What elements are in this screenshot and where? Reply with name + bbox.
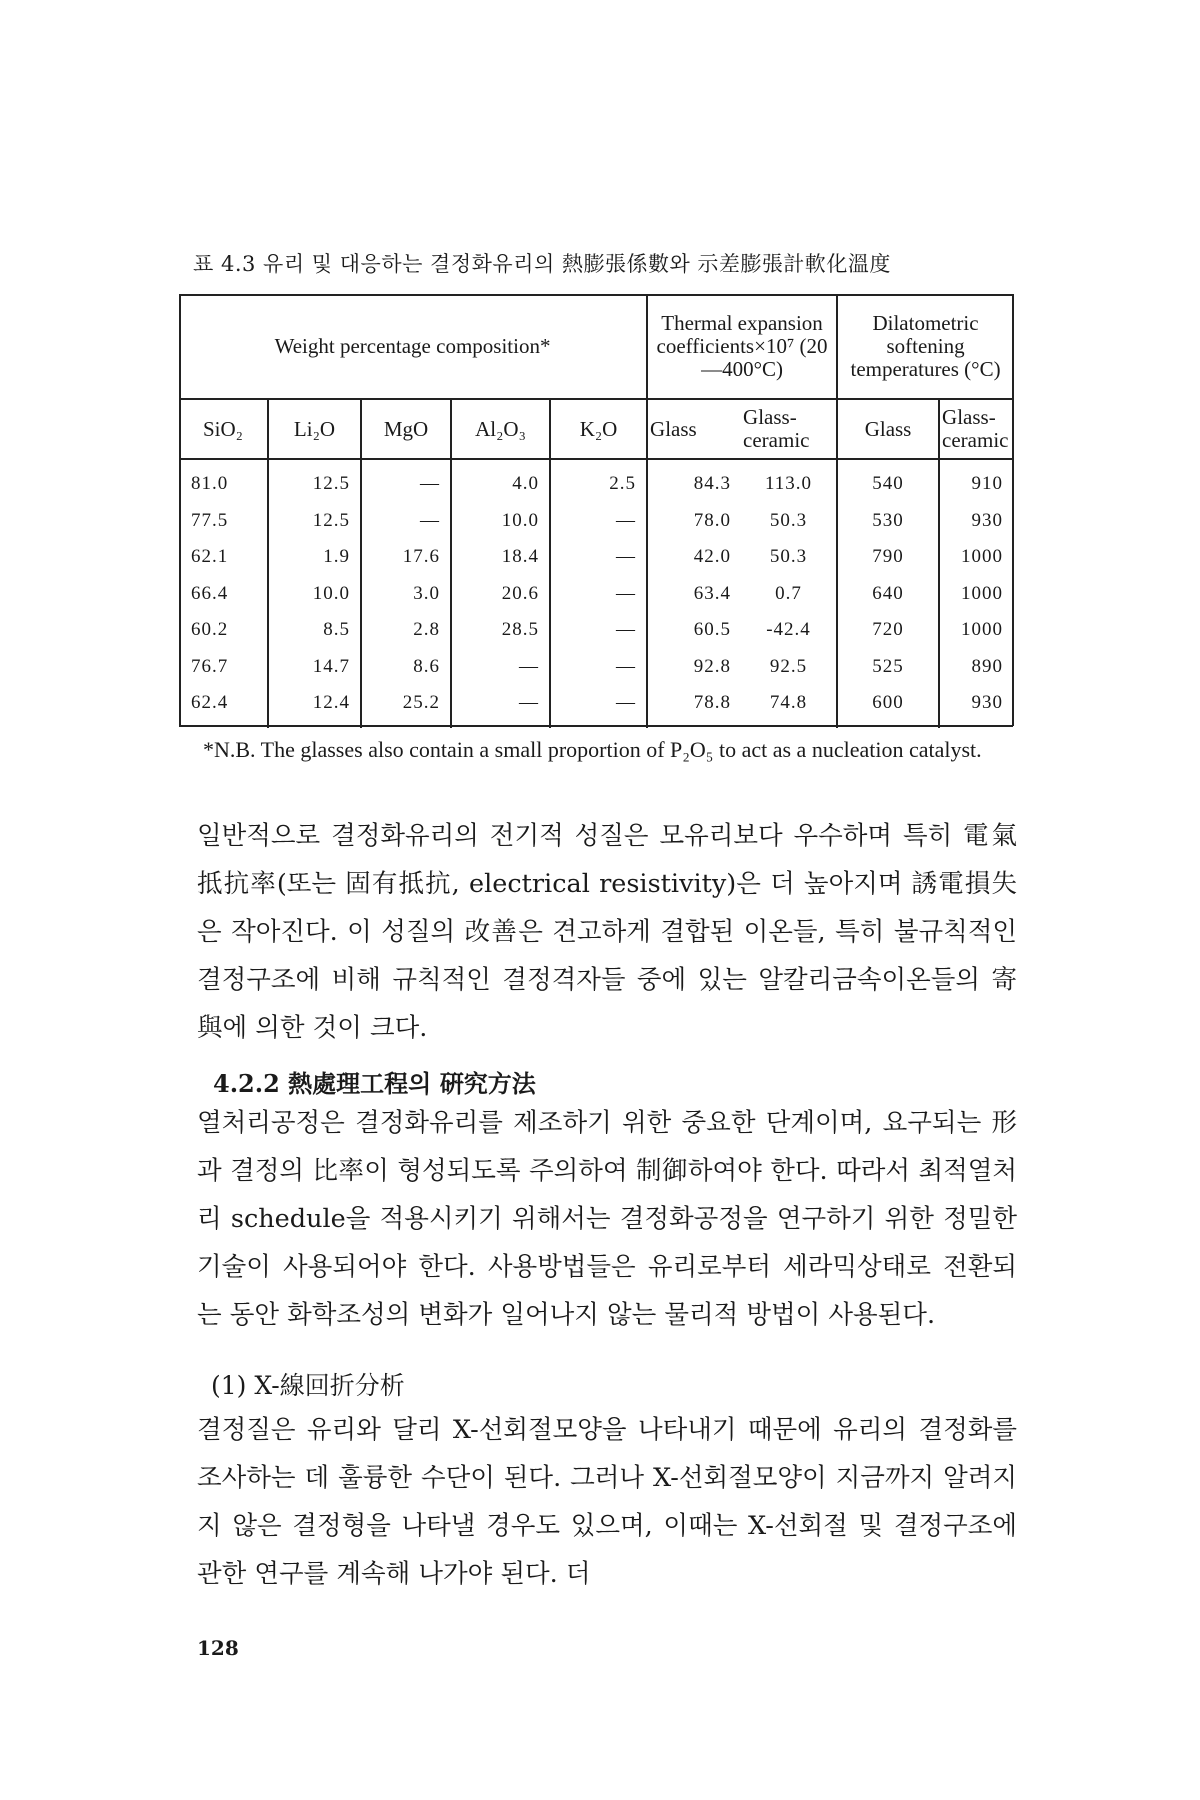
composition-group-header: Weight percentage composition* (179, 294, 647, 399)
table-cell: 78.8 (693, 692, 732, 714)
table-cell: — (550, 503, 647, 540)
table-cell: 10.0 (451, 503, 550, 540)
table-cell: 113.0 (741, 459, 837, 503)
section-heading: 4.2.2 熱處理工程의 硏究方法 (213, 1069, 536, 1098)
table-row (179, 685, 1013, 728)
table-cell: 2.8 (361, 612, 451, 649)
column-header: Al₂O₃ (451, 399, 550, 459)
table-cell: 0.7 (741, 576, 837, 613)
table-cell: 10.0 (268, 576, 361, 613)
page-number: 128 (197, 1636, 239, 1660)
table-cell: 60.5 (693, 619, 732, 641)
table-cell: 530 (837, 503, 939, 540)
table-cell: 84.3 (693, 473, 732, 495)
paragraph-xray-diffraction: 결정질은 유리와 달리 X-선회절모양을 나타내기 때문에 유리의 결정화를 조사하는 데 훌륭한 수단이 된다. 그러나 X-선회절모양이 지금까지 알려지지 않은 결정형을 나타낼 경우도 있으며, 이때는 X-선회절 및 결정구조에 관한 연구를 계속해 나가야 된다. 더 (197, 1415, 1017, 1589)
table-row (179, 459, 1013, 503)
table-cell: 1000 (961, 546, 1004, 568)
paragraph-electrical-properties: 일반적으로 결정화유리의 전기적 성질은 모유리보다 우수하며 특히 電氣抵抗率(또는 固有抵抗, electrical resistivity)은 더 높아지며 誘電損失은 작아진다. 이 성질의 改善은 견고하게 결합된 이온들, 특히 불규칙적인 결정구조에 비해 규칙적인 결정격자들 중에 있는 알칼리금속이온들의 寄與에 의한 것이 크다. (197, 821, 1017, 1043)
table-row (179, 503, 1013, 540)
table-cell: — (361, 503, 451, 540)
table-cell: 50.3 (741, 539, 837, 576)
table-cell: 1000 (961, 619, 1004, 641)
table-cell: 540 (837, 459, 939, 503)
table-cell: 77.5 (179, 503, 268, 540)
column-header: SiO₂ (179, 399, 268, 459)
table-cell: 1.9 (268, 539, 361, 576)
column-header: MgO (361, 399, 451, 459)
column-header: Glass-ceramic (939, 399, 1013, 459)
table-cell: 25.2 (361, 685, 451, 728)
table-cell: 890 (971, 655, 1004, 677)
table-cell: — (451, 649, 550, 686)
table-cell: 930 (971, 509, 1004, 531)
table-cell: 525 (837, 649, 939, 686)
table-cell: 17.6 (361, 539, 451, 576)
table-row (179, 539, 1013, 576)
table-cell: 81.0 (179, 459, 268, 503)
column-header: Glass (647, 399, 741, 459)
table-cell: 42.0 (693, 546, 732, 568)
table-row (179, 612, 1013, 649)
table-cell: 74.8 (741, 685, 837, 728)
table-bottom-rule (179, 725, 1013, 727)
table-cell: 8.6 (361, 649, 451, 686)
table-cell: -42.4 (741, 612, 837, 649)
column-header: Glass (837, 399, 939, 459)
table-cell: — (361, 459, 451, 503)
table-cell: 92.5 (741, 649, 837, 686)
table-cell: — (550, 612, 647, 649)
table-cell: 790 (837, 539, 939, 576)
subsection-heading: (1) X-線回折分析 (211, 1371, 405, 1400)
table-cell: 62.1 (179, 539, 268, 576)
table-caption: 표 4.3 유리 및 대응하는 결정화유리의 熱膨張係數와 示差膨張計軟化溫度 (193, 252, 891, 276)
table-cell: 600 (837, 685, 939, 728)
table-cell: 20.6 (451, 576, 550, 613)
table-cell: 720 (837, 612, 939, 649)
table-cell: 62.4 (179, 685, 268, 728)
table-cell: 4.0 (451, 459, 550, 503)
composition-table (179, 294, 1013, 728)
table-cell: 76.7 (179, 649, 268, 686)
table-cell: 14.7 (268, 649, 361, 686)
table-cell: — (550, 576, 647, 613)
table-cell: 78.0 (693, 509, 732, 531)
table-cell: — (550, 685, 647, 728)
table-cell: — (550, 539, 647, 576)
table-row (179, 649, 1013, 686)
table-cell: 8.5 (268, 612, 361, 649)
table-footnote: *N.B. The glasses also contain a small proportion of P₂O₅ to act as a nucleation catalyst. (203, 737, 982, 762)
table-cell: — (451, 685, 550, 728)
column-header: K₂O (550, 399, 647, 459)
table-cell: 2.5 (550, 459, 647, 503)
table-cell: — (550, 649, 647, 686)
table-cell: 12.4 (268, 685, 361, 728)
table-cell: 3.0 (361, 576, 451, 613)
table-cell: 50.3 (741, 503, 837, 540)
table-cell: 910 (971, 473, 1004, 495)
table-cell: 12.5 (268, 503, 361, 540)
dilatometric-group-header: Dilatometric softening temperatures (°C) (837, 294, 1013, 399)
table-cell: 18.4 (451, 539, 550, 576)
table-row (179, 576, 1013, 613)
thermal-group-header: Thermal expansion coefficients×10⁷ (20—400°C) (647, 294, 837, 399)
paragraph-heat-treatment: 열처리공정은 결정화유리를 제조하기 위한 중요한 단계이며, 요구되는 形과 결정의 比率이 형성되도록 주의하여 制御하여야 한다. 따라서 최적열처리 schedule을 적용시키기 위해서는 결정화공정을 연구하기 위한 정밀한 기술이 사용되어야 한다. 사용방법들은 유리로부터 세라믹상태로 전환되는 동안 화학조성의 변화가 일어나지 않는 물리적 방법이 사용된다. (197, 1108, 1017, 1330)
column-header: Li₂O (268, 399, 361, 459)
table-cell: 28.5 (451, 612, 550, 649)
table-cell: 63.4 (693, 582, 732, 604)
table-cell: 12.5 (268, 459, 361, 503)
table-cell: 66.4 (179, 576, 268, 613)
table-cell: 60.2 (179, 612, 268, 649)
table-cell: 930 (971, 692, 1004, 714)
table-cell: 1000 (961, 582, 1004, 604)
table-cell: 92.8 (693, 655, 732, 677)
table-cell: 640 (837, 576, 939, 613)
column-header: Glass-ceramic (741, 399, 837, 459)
